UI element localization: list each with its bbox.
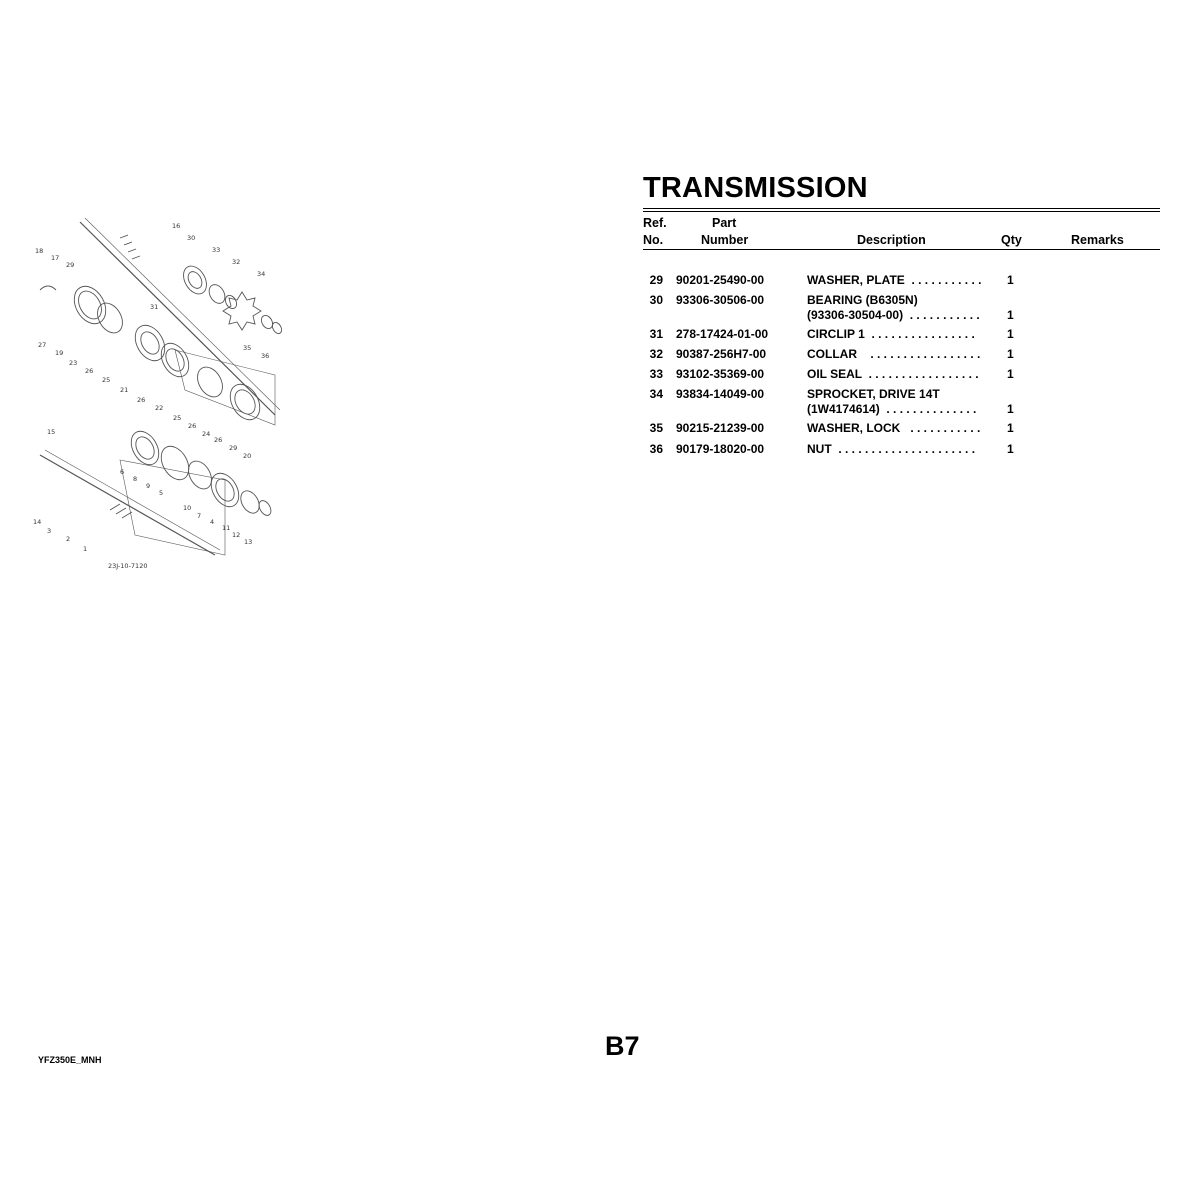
callout: 25 <box>102 376 111 384</box>
callout: 26 <box>137 396 146 404</box>
part-qty: 1 <box>1007 327 1014 341</box>
callout: 24 <box>202 430 211 438</box>
model-code: YFZ350E_MNH <box>38 1055 102 1065</box>
gear-6 <box>126 426 165 469</box>
callout: 36 <box>261 352 270 360</box>
callout: 29 <box>66 261 75 269</box>
part-qty: 1 <box>1007 367 1014 381</box>
callout: 13 <box>244 538 253 546</box>
callout: 35 <box>243 344 252 352</box>
callout: 14 <box>33 518 42 526</box>
part-number: 90215-21239-00 <box>676 421 765 435</box>
callout: 5 <box>159 489 164 497</box>
callout: 26 <box>214 436 223 444</box>
ref-number: 32 <box>649 347 663 361</box>
main-axle-shaft <box>80 222 275 415</box>
ref-number: 33 <box>649 367 663 381</box>
part-number: 90179-18020-00 <box>676 442 765 456</box>
header-rule <box>643 249 1160 250</box>
title-rule-top <box>643 208 1160 209</box>
gear-11 <box>237 488 263 517</box>
callout: 21 <box>120 386 129 394</box>
part-qty: 1 <box>1007 308 1014 322</box>
callout: 16 <box>172 222 181 230</box>
callout: 3 <box>47 527 52 535</box>
ref-number: 34 <box>649 387 663 401</box>
header-description: Description <box>857 233 926 247</box>
part-description: SPROCKET, DRIVE 14T <box>807 387 940 401</box>
exploded-parts-diagram <box>25 210 305 580</box>
part-number: 90387-256H7-00 <box>676 347 767 361</box>
callout: 23 <box>69 359 78 367</box>
ref-number: 30 <box>649 293 663 307</box>
shaft-panel-upper <box>175 350 275 425</box>
callout: 18 <box>35 247 44 255</box>
callout: 26 <box>188 422 197 430</box>
part-qty: 1 <box>1007 421 1014 435</box>
part-qty: 1 <box>1007 273 1014 287</box>
header-part-line1: Part <box>712 216 737 230</box>
part-qty: 1 <box>1007 347 1014 361</box>
part-description: OIL SEAL . . . . . . . . . . . . . . . . . <box>807 367 979 381</box>
part-number: 278-17424-01-00 <box>676 327 769 341</box>
ref-number: 29 <box>649 273 663 287</box>
part-description: CIRCLIP 1 . . . . . . . . . . . . . . . . <box>807 327 975 341</box>
header-part-line2: Number <box>701 233 749 247</box>
header-ref-line1: Ref. <box>643 216 667 230</box>
callout: 30 <box>187 234 196 242</box>
callout: 12 <box>232 531 241 539</box>
drive-axle-shaft-edge <box>45 450 220 550</box>
page-number: B7 <box>605 1031 640 1061</box>
callout: 6 <box>120 468 125 476</box>
callout: 20 <box>243 452 252 460</box>
ref-number: 31 <box>649 327 663 341</box>
title-rule-bottom <box>643 211 1160 212</box>
callout: 2 <box>66 535 71 543</box>
callout: 32 <box>232 258 241 266</box>
header-qty: Qty <box>1001 233 1022 247</box>
header-ref-line2: No. <box>643 233 664 247</box>
gear-21 <box>129 320 171 366</box>
callout: 19 <box>55 349 64 357</box>
gear-5 <box>156 441 195 484</box>
drive-sprocket-34 <box>223 292 261 330</box>
diagram-code: 23J-10-7120 <box>108 562 148 570</box>
header-remarks: Remarks <box>1071 233 1124 247</box>
gear-23 <box>92 299 127 338</box>
part-description: WASHER, LOCK . . . . . . . . . . . <box>807 421 981 435</box>
gear-22 <box>156 338 195 381</box>
callout: 31 <box>150 303 159 311</box>
part-description: WASHER, PLATE . . . . . . . . . . . <box>807 273 982 287</box>
part-number: 93306-30506-00 <box>676 293 765 307</box>
callout: 8 <box>133 475 138 483</box>
callout: 27 <box>38 341 47 349</box>
callout: 33 <box>212 246 221 254</box>
part-description: NUT . . . . . . . . . . . . . . . . . . . . . <box>807 442 976 456</box>
part-description: COLLAR . . . . . . . . . . . . . . . . . <box>807 347 981 361</box>
collar-32 <box>223 293 239 310</box>
gear-24 <box>192 363 227 402</box>
callout: 10 <box>183 504 192 512</box>
callout: 17 <box>51 254 60 262</box>
callout: 25 <box>173 414 182 422</box>
callout: 29 <box>229 444 238 452</box>
part-description-line2: (93306-30504-00) . . . . . . . . . . . <box>807 308 980 322</box>
callout: 4 <box>210 518 215 526</box>
oil-seal-33 <box>206 282 228 306</box>
callout: 15 <box>47 428 56 436</box>
callout-numbers <box>33 222 269 570</box>
ref-number: 35 <box>649 421 663 435</box>
page-title: TRANSMISSION <box>643 172 868 204</box>
callout: 7 <box>197 512 202 520</box>
bearing-30 <box>179 262 211 298</box>
callout: 1 <box>83 545 88 553</box>
part-qty: 1 <box>1007 402 1014 416</box>
part-description: BEARING (B6305N) <box>807 293 918 307</box>
part-description-line2: (1W4174614) . . . . . . . . . . . . . . <box>807 402 977 416</box>
callout: 22 <box>155 404 164 412</box>
ref-number: 36 <box>649 442 663 456</box>
part-number: 90201-25490-00 <box>676 273 765 287</box>
transmission-diagram-svg <box>25 210 305 580</box>
callout: 9 <box>146 482 151 490</box>
callout: 26 <box>85 367 94 375</box>
callout: 11 <box>222 524 231 532</box>
circlip-18 <box>40 286 56 290</box>
gear-27 <box>68 281 112 330</box>
washer-12 <box>257 499 274 518</box>
part-number: 93834-14049-00 <box>676 387 765 401</box>
part-number: 93102-35369-00 <box>676 367 765 381</box>
part-qty: 1 <box>1007 442 1014 456</box>
callout: 34 <box>257 270 266 278</box>
